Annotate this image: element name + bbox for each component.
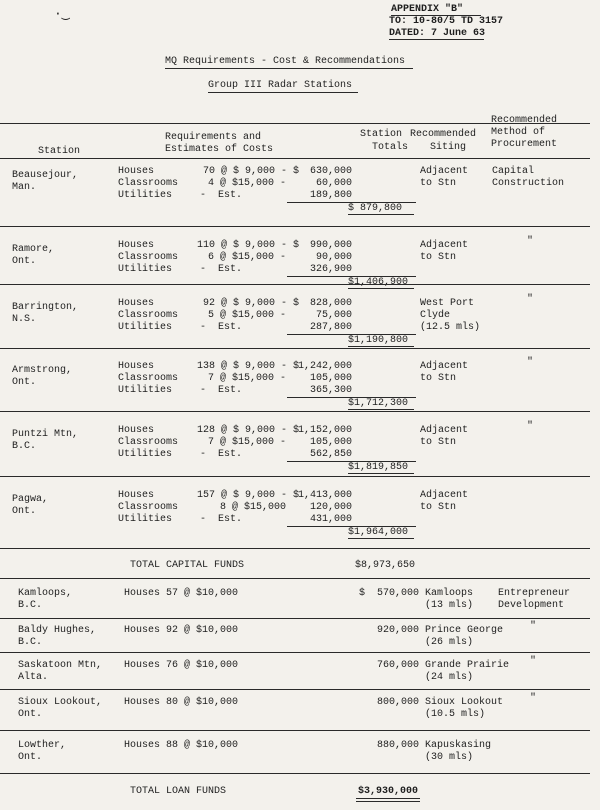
utilities-amount: 326,900 — [309, 264, 352, 275]
siting: Adjacent — [420, 490, 469, 501]
method-detail: Construction — [492, 178, 565, 189]
header-procurement: Procurement — [491, 139, 558, 150]
classrooms-amount: 60,000 — [315, 178, 352, 189]
method: " — [527, 421, 534, 432]
classrooms-calc: 7 @ $15,000 - — [207, 437, 286, 448]
method: Capital — [492, 166, 535, 177]
classrooms-label: Classrooms — [118, 310, 179, 321]
station-name: Saskatoon Mtn, — [18, 660, 103, 671]
appendix-date-underline — [389, 39, 484, 40]
station-total: $ 879,800 — [348, 203, 403, 214]
utilities-amount: 365,300 — [309, 385, 352, 396]
appendix-date: DATED: 7 June 63 — [389, 28, 486, 39]
document-title: MQ Requirements - Cost & Recommendations — [165, 56, 406, 67]
station-rule — [0, 284, 590, 285]
total-capital-rule — [0, 578, 590, 579]
header-siting: Siting — [430, 142, 467, 153]
station-name: Sioux Lookout, — [18, 697, 103, 708]
siting: Prince George — [425, 625, 504, 636]
station-total: $ 570,000 — [358, 588, 419, 599]
station-total-underline — [348, 346, 414, 347]
station-name: Armstrong, — [12, 365, 73, 376]
station-total: 880,000 — [376, 740, 419, 751]
classrooms-amount: 90,000 — [315, 252, 352, 263]
utilities-label: Utilities — [118, 514, 173, 525]
siting-detail: to Stn — [420, 373, 457, 384]
houses-amount: 990,000 — [309, 240, 352, 251]
station-rule — [0, 773, 590, 774]
houses-amount: 1,242,000 — [297, 361, 352, 372]
station-province: B.C. — [18, 600, 43, 611]
classrooms-calc: 7 @ $15,000 - — [207, 373, 286, 384]
method: " — [530, 693, 537, 704]
station-total: 800,000 — [376, 697, 419, 708]
houses-label: Houses — [118, 361, 155, 372]
station-name: Ramore, — [12, 244, 55, 255]
siting-detail: to Stn — [420, 437, 457, 448]
station-total: 760,000 — [376, 660, 419, 671]
station-rule — [0, 618, 590, 619]
station-rule — [0, 689, 590, 690]
classrooms-amount: 120,000 — [309, 502, 352, 513]
classrooms-calc: 5 @ $15,000 - — [207, 310, 286, 321]
houses-calc: Houses 57 @ $10,000 — [124, 588, 239, 599]
utilities-amount: 189,800 — [309, 190, 352, 201]
houses-calc: Houses 88 @ $10,000 — [124, 740, 239, 751]
siting: Grande Prairie — [425, 660, 510, 671]
siting-distance: (30 mls) — [425, 752, 474, 763]
houses-calc: 70 @ $ 9,000 - $ — [202, 166, 299, 177]
header-requirements: Requirements and — [165, 132, 262, 143]
siting: Adjacent — [420, 425, 469, 436]
siting-distance: (12.5 mls) — [420, 322, 481, 333]
station-province: Ont. — [12, 506, 37, 517]
classrooms-label: Classrooms — [118, 373, 179, 384]
header-method-of: Method of — [491, 127, 546, 138]
method: " — [530, 621, 537, 632]
station-total-underline — [348, 538, 414, 539]
houses-label: Houses — [118, 490, 155, 501]
classrooms-label: Classrooms — [118, 252, 179, 263]
station-rule — [0, 348, 590, 349]
station-total-underline — [348, 473, 414, 474]
siting: West Port — [420, 298, 475, 309]
utilities-est: - Est. — [200, 385, 243, 396]
method-detail: Development — [498, 600, 565, 611]
total-capital-amount: $8,973,650 — [355, 560, 416, 571]
station-province: Alta. — [18, 672, 49, 683]
station-name: Puntzi Mtn, — [12, 429, 79, 440]
station-province: Ont. — [18, 709, 43, 720]
siting-detail: Clyde — [420, 310, 451, 321]
siting-distance: (26 mls) — [425, 637, 474, 648]
houses-label: Houses — [118, 425, 155, 436]
station-name: Beausejour, — [12, 170, 79, 181]
utilities-label: Utilities — [118, 385, 173, 396]
siting: Kapuskasing — [425, 740, 492, 751]
corner-mark: ·‿ — [54, 6, 70, 21]
houses-amount: 828,000 — [309, 298, 352, 309]
header-totals: Totals — [372, 142, 409, 153]
utilities-label: Utilities — [118, 322, 173, 333]
classrooms-calc: 8 @ $15,000 — [219, 502, 286, 513]
header-top-rule — [0, 123, 590, 124]
station-province: Ont. — [18, 752, 43, 763]
classrooms-amount: 105,000 — [309, 373, 352, 384]
houses-calc: 157 @ $ 9,000 - $ — [196, 490, 299, 501]
houses-calc: 138 @ $ 9,000 - $ — [196, 361, 299, 372]
siting-distance: (24 mls) — [425, 672, 474, 683]
station-total: $1,190,800 — [348, 335, 409, 346]
total-loan-amount: $3,930,000 — [358, 786, 419, 797]
station-total-underline — [348, 409, 414, 410]
station-total-underline — [348, 214, 414, 215]
method: " — [527, 236, 534, 247]
houses-amount: 1,413,000 — [297, 490, 352, 501]
method: Entrepreneur — [498, 588, 571, 599]
classrooms-label: Classrooms — [118, 502, 179, 513]
header-method-rec: Recommended — [491, 115, 558, 126]
houses-calc: 92 @ $ 9,000 - $ — [202, 298, 299, 309]
houses-label: Houses — [118, 166, 155, 177]
utilities-label: Utilities — [118, 264, 173, 275]
station-total: $1,819,850 — [348, 462, 409, 473]
station-rule — [0, 226, 590, 227]
houses-calc: Houses 80 @ $10,000 — [124, 697, 239, 708]
station-province: N.S. — [12, 314, 37, 325]
utilities-est: - Est. — [200, 514, 243, 525]
station-name: Baldy Hughes, — [18, 625, 97, 636]
houses-label: Houses — [118, 240, 155, 251]
station-province: Man. — [12, 182, 37, 193]
appendix-reference: TO: 10-80/5 TD 3157 — [389, 16, 504, 27]
utilities-amount: 431,000 — [309, 514, 352, 525]
siting: Adjacent — [420, 361, 469, 372]
station-province: Ont. — [12, 377, 37, 388]
utilities-est: - Est. — [200, 190, 243, 201]
siting-distance: (10.5 mls) — [425, 709, 486, 720]
station-name: Pagwa, — [12, 494, 49, 505]
houses-calc: Houses 76 @ $10,000 — [124, 660, 239, 671]
header-station-totals: Station — [360, 129, 403, 140]
utilities-est: - Est. — [200, 449, 243, 460]
station-name: Lowther, — [18, 740, 67, 751]
station-total: 920,000 — [376, 625, 419, 636]
method: " — [530, 656, 537, 667]
total-loan-label: TOTAL LOAN FUNDS — [130, 786, 227, 797]
station-name: Barrington, — [12, 302, 79, 313]
appendix-title: APPENDIX "B" — [391, 4, 464, 15]
utilities-est: - Est. — [200, 264, 243, 275]
houses-calc: Houses 92 @ $10,000 — [124, 625, 239, 636]
method: " — [527, 357, 534, 368]
utilities-label: Utilities — [118, 190, 173, 201]
document-subtitle: Group III Radar Stations — [208, 80, 353, 91]
station-province: B.C. — [12, 441, 37, 452]
header-bottom-rule — [0, 158, 590, 159]
station-province: Ont. — [12, 256, 37, 267]
siting-distance: (13 mls) — [425, 600, 474, 611]
classrooms-calc: 4 @ $15,000 - — [207, 178, 286, 189]
utilities-label: Utilities — [118, 449, 173, 460]
header-estimates: Estimates of Costs — [165, 144, 274, 155]
siting: Sioux Lookout — [425, 697, 504, 708]
houses-amount: 1,152,000 — [297, 425, 352, 436]
station-total: $1,964,000 — [348, 527, 409, 538]
station-total: $1,406,900 — [348, 277, 409, 288]
classrooms-amount: 75,000 — [315, 310, 352, 321]
total-capital-label: TOTAL CAPITAL FUNDS — [130, 560, 245, 571]
station-rule — [0, 411, 590, 412]
siting-detail: to Stn — [420, 502, 457, 513]
houses-label: Houses — [118, 298, 155, 309]
siting-detail: to Stn — [420, 252, 457, 263]
header-station: Station — [38, 146, 81, 157]
station-total: $1,712,300 — [348, 398, 409, 409]
utilities-est: - Est. — [200, 322, 243, 333]
station-rule — [0, 548, 590, 549]
station-rule — [0, 476, 590, 477]
station-total-underline — [348, 288, 414, 289]
header-siting-rec: Recommended — [410, 129, 477, 140]
classrooms-amount: 105,000 — [309, 437, 352, 448]
method: " — [527, 294, 534, 305]
classrooms-calc: 6 @ $15,000 - — [207, 252, 286, 263]
houses-amount: 630,000 — [309, 166, 352, 177]
document-title-underline — [165, 68, 413, 69]
siting: Kamloops — [425, 588, 474, 599]
utilities-amount: 562,850 — [309, 449, 352, 460]
classrooms-label: Classrooms — [118, 178, 179, 189]
classrooms-label: Classrooms — [118, 437, 179, 448]
utilities-amount: 287,800 — [309, 322, 352, 333]
station-name: Kamloops, — [18, 588, 73, 599]
station-rule — [0, 730, 590, 731]
total-loan-underline-2 — [356, 801, 420, 802]
siting: Adjacent — [420, 166, 469, 177]
station-province: B.C. — [18, 637, 43, 648]
houses-calc: 110 @ $ 9,000 - $ — [196, 240, 299, 251]
station-rule — [0, 652, 590, 653]
document-subtitle-underline — [208, 92, 358, 93]
siting: Adjacent — [420, 240, 469, 251]
houses-calc: 128 @ $ 9,000 - $ — [196, 425, 299, 436]
siting-detail: to Stn — [420, 178, 457, 189]
total-loan-underline-1 — [356, 798, 420, 799]
